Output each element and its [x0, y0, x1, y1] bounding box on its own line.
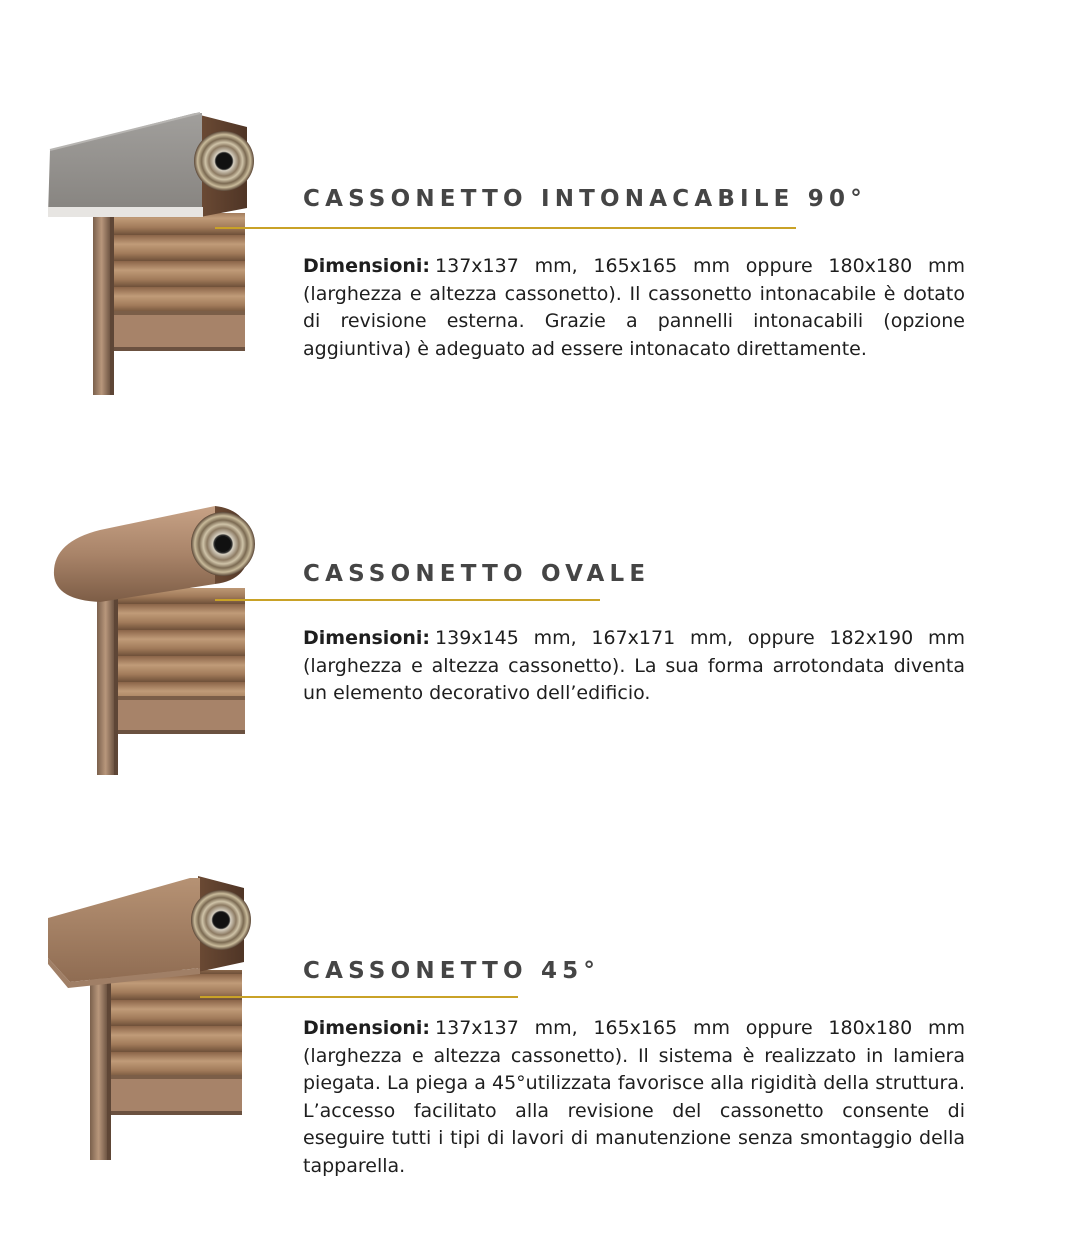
dimensions-label: Dimensioni: [303, 627, 431, 649]
product-description [303, 625, 965, 708]
roller-shutter-box-oval-image [40, 500, 255, 780]
dimensions-label: Dimensioni: [303, 1017, 431, 1039]
accent-rule [215, 599, 600, 601]
description-text: 137x137 mm, 165x165 mm oppure 180x180 mm (larghezza e altezza cassonetto). Il sistema è realizzato in lamiera piegata. La piega a 45°utilizzata favorisce alla rigidità della struttura. L’accesso facilitato alla revisione del cassonetto consente di eseguire tutti i tipi di lavori di manutenzione senza smontaggio della tapparella. [303, 1017, 965, 1177]
description-text: 137x137 mm, 165x165 mm oppure 180x180 mm (larghezza e altezza cassonetto). Il cassonetto intonacabile è dotato di revisione esterna. Grazie a pannelli intonacabili (opzione aggiuntiva) è adeguato ad essere intonacato direttamente. [303, 255, 965, 360]
description-text: 139x145 mm, 167x171 mm, oppure 182x190 mm (larghezza e altezza cassonetto). La sua forma arrotondata diventa un elemento decorativo dell’edificio. [303, 627, 965, 704]
accent-rule [200, 996, 518, 998]
product-title: CASSONETTO INTONACABILE 90° [303, 186, 867, 212]
roller-shutter-box-45-degree-image [40, 870, 255, 1165]
product-description [303, 1015, 965, 1180]
product-title: CASSONETTO OVALE [303, 561, 651, 587]
product-title: CASSONETTO 45° [303, 958, 601, 984]
dimensions-label: Dimensioni: [303, 255, 431, 277]
